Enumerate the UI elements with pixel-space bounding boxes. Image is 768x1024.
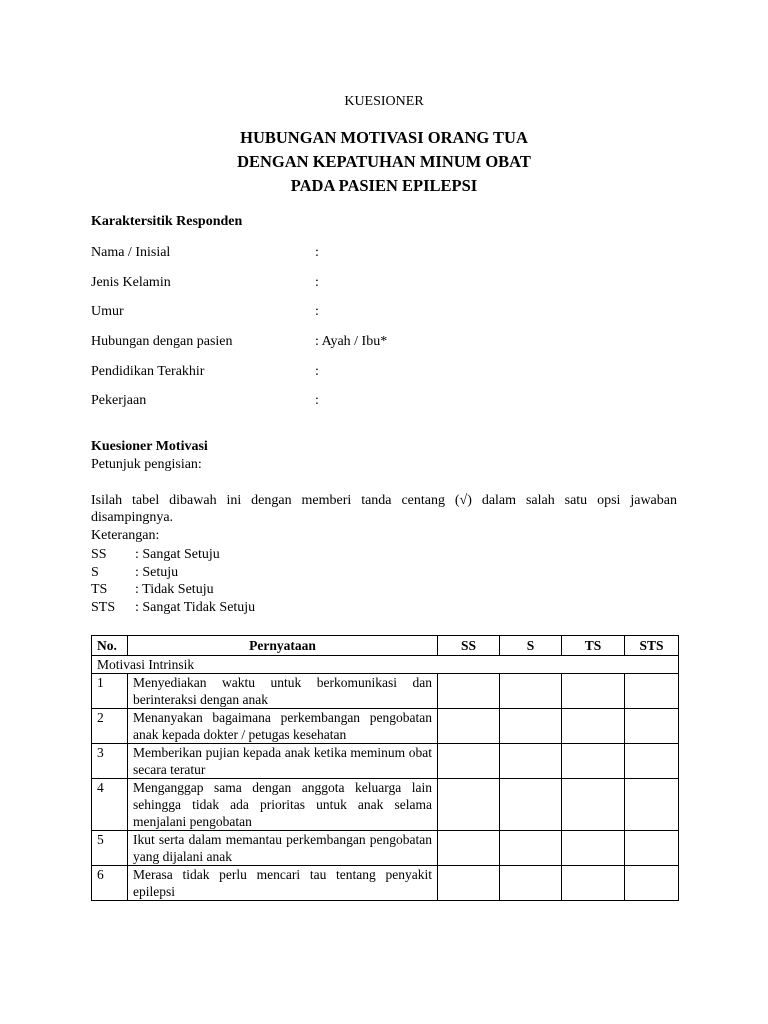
answer-cell-ts[interactable]: [562, 831, 625, 866]
legend-desc-sts: : Sangat Tidak Setuju: [135, 600, 256, 615]
field-value-age: :: [315, 304, 319, 319]
row-number: 5: [92, 831, 128, 866]
row-statement: Ikut serta dalam memantau perkembangan pengobatan yang dijalani anak: [128, 831, 438, 866]
row-statement: Menanyakan bagaimana perkembangan pengobatan anak kepada dokter / petugas kesehatan: [128, 709, 438, 744]
answer-cell-ts[interactable]: [562, 744, 625, 779]
header-s: S: [500, 636, 562, 656]
motivation-heading: Kuesioner Motivasi: [91, 439, 208, 454]
table-row: [92, 779, 679, 831]
header-ss: SS: [438, 636, 500, 656]
answer-cell-s[interactable]: [500, 866, 562, 901]
answer-cell-sts[interactable]: [625, 674, 679, 709]
table-row: [92, 866, 679, 901]
header-statement: Pernyataan: [128, 636, 438, 656]
section-label: Motivasi Intrinsik: [92, 656, 679, 674]
table-row: [92, 744, 679, 779]
legend-abbr-sts: STS: [91, 600, 116, 615]
answer-cell-s[interactable]: [500, 674, 562, 709]
legend-abbr-ss: SS: [91, 547, 107, 562]
document-label: KUESIONER: [344, 94, 424, 109]
answer-cell-s[interactable]: [500, 831, 562, 866]
header-no: No.: [92, 636, 128, 656]
answer-cell-ts[interactable]: [562, 709, 625, 744]
answer-cell-ts[interactable]: [562, 674, 625, 709]
legend-abbr-s: S: [91, 565, 99, 580]
table-row: [92, 674, 679, 709]
field-label-relation: Hubungan dengan pasien: [91, 334, 233, 349]
answer-cell-ss[interactable]: [438, 779, 500, 831]
table-section-row: [92, 656, 679, 674]
answer-cell-s[interactable]: [500, 779, 562, 831]
field-label-education: Pendidikan Terakhir: [91, 364, 205, 379]
answer-cell-s[interactable]: [500, 744, 562, 779]
questionnaire-table: [91, 635, 679, 901]
answer-cell-sts[interactable]: [625, 779, 679, 831]
field-value-occupation: :: [315, 393, 319, 408]
row-number: 6: [92, 866, 128, 901]
legend-label: Keterangan:: [91, 528, 160, 543]
answer-cell-s[interactable]: [500, 709, 562, 744]
title-line-2: DENGAN KEPATUHAN MINUM OBAT: [237, 152, 531, 171]
legend-desc-ts: : Tidak Setuju: [135, 582, 214, 597]
legend-desc-ss: : Sangat Setuju: [135, 547, 220, 562]
title-line-3: PADA PASIEN EPILEPSI: [290, 176, 478, 195]
field-value-education: :: [315, 364, 319, 379]
table-row: [92, 831, 679, 866]
header-sts: STS: [625, 636, 679, 656]
answer-cell-ss[interactable]: [438, 674, 500, 709]
legend-desc-s: : Setuju: [135, 565, 179, 580]
instruction-label: Petunjuk pengisian:: [91, 457, 202, 472]
field-value-name: :: [315, 245, 319, 260]
row-number: 3: [92, 744, 128, 779]
row-statement: Menganggap sama dengan anggota keluarga lain sehingga tidak ada prioritas untuk anak selama menjalani pengobatan: [128, 779, 438, 831]
field-label-age: Umur: [91, 304, 124, 319]
row-statement: Memberikan pujian kepada anak ketika meminum obat secara teratur: [128, 744, 438, 779]
answer-cell-ss[interactable]: [438, 866, 500, 901]
row-number: 4: [92, 779, 128, 831]
field-label-name: Nama / Inisial: [91, 245, 171, 260]
field-label-gender: Jenis Kelamin: [91, 275, 171, 290]
answer-cell-sts[interactable]: [625, 866, 679, 901]
row-statement: Menyediakan waktu untuk berkomunikasi dan berinteraksi dengan anak: [128, 674, 438, 709]
table-header-row: [92, 636, 679, 656]
answer-cell-sts[interactable]: [625, 744, 679, 779]
title-line-1: HUBUNGAN MOTIVASI ORANG TUA: [240, 128, 528, 147]
answer-cell-ss[interactable]: [438, 744, 500, 779]
answer-cell-sts[interactable]: [625, 709, 679, 744]
field-value-gender: :: [315, 275, 319, 290]
row-number: 2: [92, 709, 128, 744]
header-ts: TS: [562, 636, 625, 656]
field-value-relation: : Ayah / Ibu*: [315, 334, 388, 349]
row-number: 1: [92, 674, 128, 709]
legend-abbr-ts: TS: [91, 582, 108, 597]
respondent-heading: Karaktersitik Responden: [91, 214, 243, 229]
answer-cell-ss[interactable]: [438, 831, 500, 866]
answer-cell-ss[interactable]: [438, 709, 500, 744]
instruction-text: Isilah tabel dibawah ini dengan memberi tanda centang (√) dalam salah satu opsi jawaban disampingnya.: [91, 493, 677, 525]
table-row: [92, 709, 679, 744]
answer-cell-sts[interactable]: [625, 831, 679, 866]
answer-cell-ts[interactable]: [562, 866, 625, 901]
row-statement: Merasa tidak perlu mencari tau tentang penyakit epilepsi: [128, 866, 438, 901]
field-label-occupation: Pekerjaan: [91, 393, 147, 408]
answer-cell-ts[interactable]: [562, 779, 625, 831]
